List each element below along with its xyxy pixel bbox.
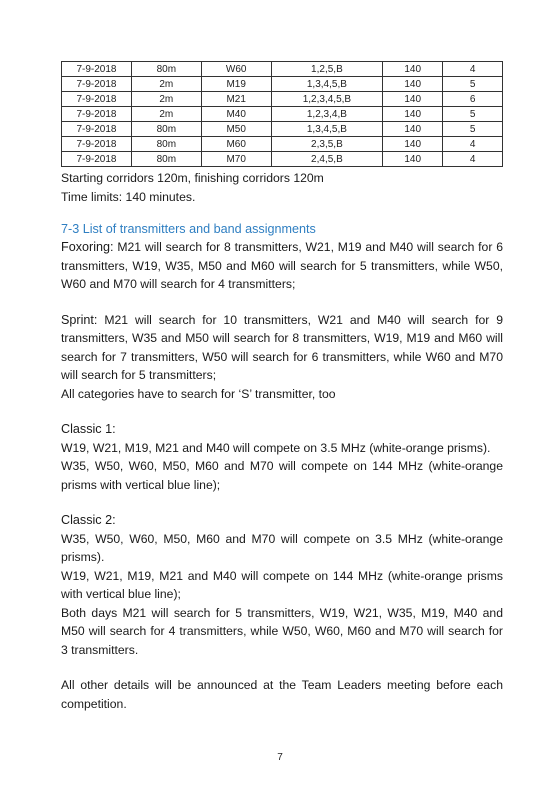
table-cell: 140: [383, 122, 443, 137]
sprint-text: M21 will search for 10 transmitters, W21 and M40 will search for 9 transmitters, W35 and M50 will search for 8 transmitters, W19, M19 and M60 will search for 7 transmitters, W50 will search for 6 transmitters, while W60 and M70 will search for 5 transmitters;: [61, 312, 503, 382]
table-cell: 4: [443, 137, 503, 152]
spacer: [61, 294, 503, 311]
spacer: [61, 494, 503, 511]
table-cell: 2,3,5,B: [271, 137, 383, 152]
table-cell: 140: [383, 137, 443, 152]
foxoring-paragraph: [61, 238, 503, 294]
schedule-table: [61, 61, 503, 167]
table-cell: 1,2,3,4,5,B: [271, 92, 383, 107]
table-cell: M50: [201, 122, 271, 137]
table-cell: 5: [443, 107, 503, 122]
table-row: [62, 62, 503, 77]
spacer: [61, 659, 503, 676]
table-cell: 7-9-2018: [62, 77, 132, 92]
table-cell: 7-9-2018: [62, 152, 132, 167]
classic1-line1: W19, W21, M19, M21 and M40 will compete on 3.5 MHz (white-orange prisms).: [61, 440, 491, 455]
section-title: 7-3 List of transmitters and band assignments: [61, 222, 316, 236]
table-cell: 2m: [131, 77, 201, 92]
all-categories-note: All categories have to search for ‘S’ transmitter, too: [61, 386, 336, 401]
table-cell: 4: [443, 62, 503, 77]
foxoring-lead: Foxoring:: [61, 240, 114, 254]
sprint-lead: Sprint:: [61, 312, 98, 327]
table-cell: 2m: [131, 92, 201, 107]
table-cell: M60: [201, 137, 271, 152]
time-limits-note: Time limits: 140 minutes.: [61, 189, 196, 204]
foxoring-text: M21 will search for 8 transmitters, W21, M19 and M40 will search for 6 transmitters, W19, W35, M50 and M60 will search for 5 transmitters, while W50, W60 and M70 will search for 4 transmitters;: [61, 240, 503, 291]
table-cell: 140: [383, 92, 443, 107]
classic2-line3: Both days M21 will search for 5 transmitters, W19, W21, W35, M19, M40 and M50 will search for 4 transmitters, while W50, W60, M60 and M70 will search for 3 transmitters.: [61, 605, 503, 657]
classic2-line1: W35, W50, W60, M50, M60 and M70 will compete on 3.5 MHz (white-orange prisms).: [61, 531, 503, 564]
table-cell: 140: [383, 77, 443, 92]
table-cell: 1,3,4,5,B: [271, 122, 383, 137]
table-row: [62, 107, 503, 122]
table-cell: 1,2,3,4,B: [271, 107, 383, 122]
table-row: [62, 152, 503, 167]
schedule-table-body: [62, 62, 503, 167]
table-cell: 1,3,4,5,B: [271, 77, 383, 92]
table-cell: 140: [383, 62, 443, 77]
table-cell: 80m: [131, 122, 201, 137]
table-cell: 5: [443, 77, 503, 92]
table-cell: 2,4,5,B: [271, 152, 383, 167]
table-cell: 7-9-2018: [62, 137, 132, 152]
classic2-heading: Classic 2:: [61, 513, 116, 527]
table-row: [62, 122, 503, 137]
classic1-heading: Classic 1:: [61, 422, 116, 436]
table-cell: 7-9-2018: [62, 107, 132, 122]
classic1-line2: W35, W50, W60, M50, M60 and M70 will compete on 144 MHz (white-orange prisms with vertical blue line);: [61, 459, 503, 492]
table-cell: 1,2,5,B: [271, 62, 383, 77]
table-row: [62, 92, 503, 107]
table-cell: 6: [443, 92, 503, 107]
other-details-note: All other details will be announced at the Team Leaders meeting before each competition.: [61, 678, 503, 711]
table-row: [62, 77, 503, 92]
sprint-paragraph: [61, 311, 503, 385]
spacer: [61, 403, 503, 420]
table-row: [62, 137, 503, 152]
table-cell: M40: [201, 107, 271, 122]
table-cell: 140: [383, 107, 443, 122]
table-cell: M21: [201, 92, 271, 107]
table-cell: 80m: [131, 152, 201, 167]
table-cell: 4: [443, 152, 503, 167]
table-cell: 7-9-2018: [62, 122, 132, 137]
page-number: 7: [277, 752, 283, 763]
classic2-line2: W19, W21, M19, M21 and M40 will compete on 144 MHz (white-orange prisms with vertical blue line);: [61, 568, 503, 601]
table-cell: 80m: [131, 137, 201, 152]
document-page: [61, 61, 503, 713]
table-cell: 5: [443, 122, 503, 137]
table-cell: 140: [383, 152, 443, 167]
table-cell: 7-9-2018: [62, 92, 132, 107]
table-cell: 7-9-2018: [62, 62, 132, 77]
table-cell: M19: [201, 77, 271, 92]
table-cell: 2m: [131, 107, 201, 122]
table-cell: M70: [201, 152, 271, 167]
corridors-note: Starting corridors 120m, finishing corridors 120m: [61, 171, 324, 185]
table-cell: 80m: [131, 62, 201, 77]
table-cell: W60: [201, 62, 271, 77]
